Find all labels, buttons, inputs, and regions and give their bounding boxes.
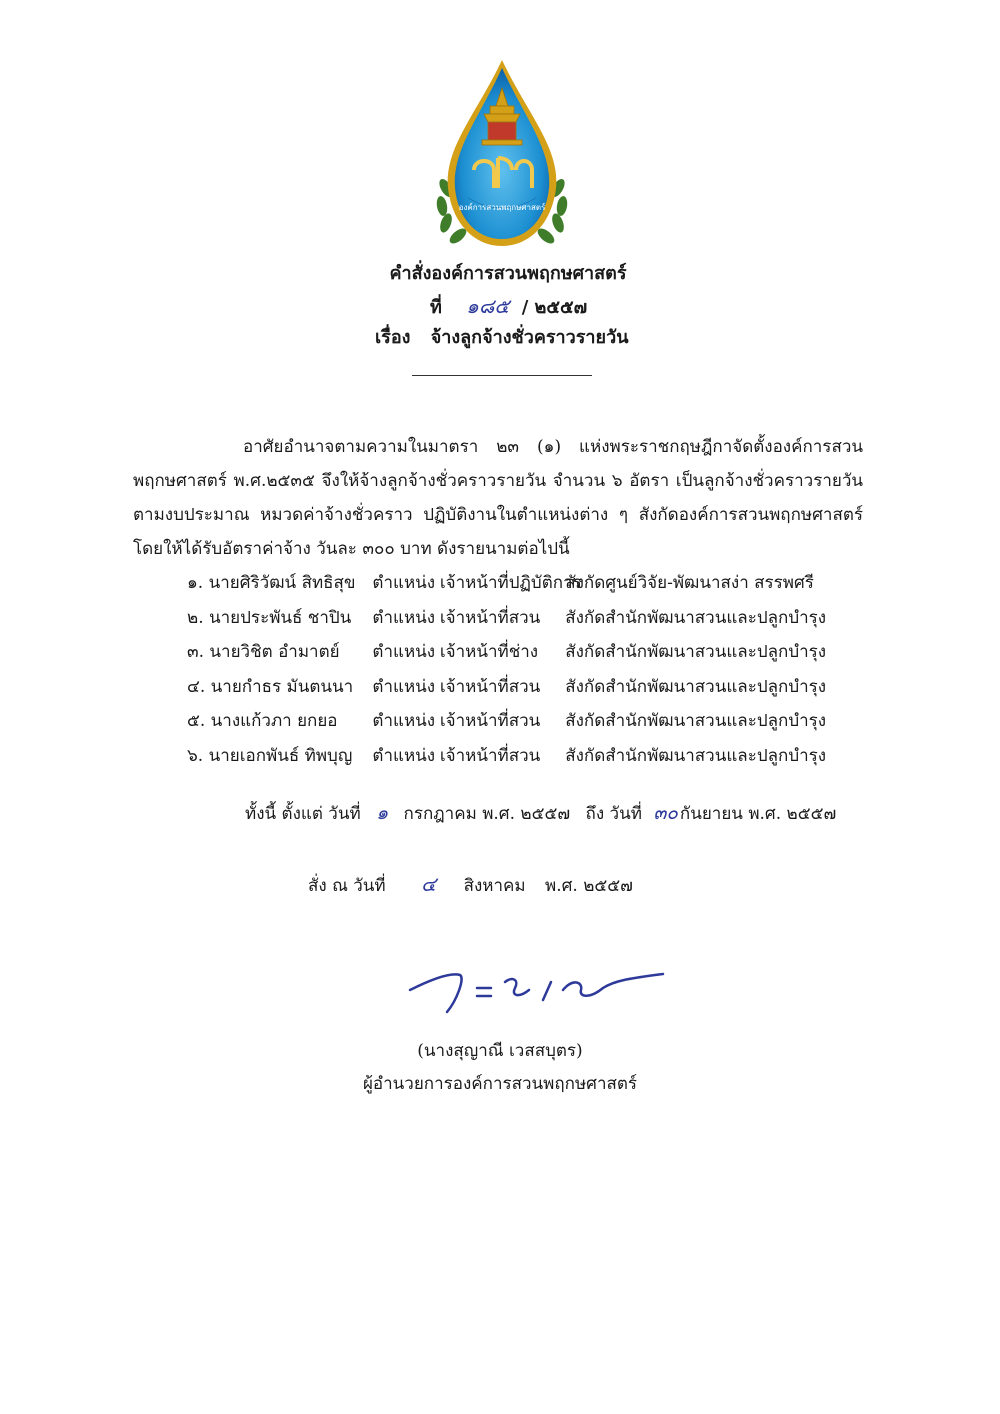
- employee-unit: สังกัดสำนักพัฒนาสวนและปลูกบำรุง: [565, 676, 827, 697]
- list-item: [187, 566, 877, 601]
- position-label: ตำแหน่ง: [372, 676, 436, 697]
- subject-label: เรื่อง: [375, 327, 411, 348]
- signer-position: ผู้อำนวยการองค์การสวนพฤกษศาสตร์: [362, 1074, 638, 1094]
- organization-logo: [432, 58, 572, 253]
- employee-unit: สังกัดสำนักพัฒนาสวนและปลูกบำรุง: [565, 642, 827, 662]
- position-label: ตำแหน่ง: [372, 642, 436, 662]
- list-item: [187, 635, 877, 670]
- order-subject: [375, 322, 775, 351]
- order-number: [430, 290, 630, 322]
- ordered-prefix: สั่ง ณ วันที่: [308, 876, 386, 896]
- employment-period: [245, 798, 836, 828]
- employee-position: เจ้าหน้าที่สวน: [439, 711, 541, 731]
- ordered-month: สิงหาคม: [463, 876, 526, 896]
- paragraph-text: อาศัยอำนาจตามความในมาตรา ๒๓ (๑) แห่งพระราชกฤษฎีกาจัดตั้งองค์การสวนพฤกษศาสตร์ พ.ศ.๒๕๓๕ จึงให้จ้างลูกจ้างชั่วคราวรายวัน จำนวน ๖ อัตรา เป็นลูกจ้างชั่วคราวรายวัน ตามงบประมาณ หมวดค่าจ้างชั่วคราว ปฏิบัติงานในตำแหน่งต่าง ๆ สังกัดองค์การสวนพฤกษศาสตร์ โดยให้ได้รับอัตราค่าจ้าง วันละ ๓๐๐ บาท ดังรายนามต่อไปนี้: [133, 437, 863, 559]
- employee-position: เจ้าหน้าที่สวน: [439, 745, 541, 766]
- signer-name: (นางสุญาณี เวสสบุตร): [417, 1041, 583, 1061]
- order-title: คำสั่งองค์การสวนพฤกษศาสตร์: [389, 263, 627, 284]
- employee-unit: สังกัดสำนักพัฒนาสวนและปลูกบำรุง: [565, 607, 827, 628]
- logo-text: องค์การสวนพฤกษศาสตร์: [458, 203, 546, 212]
- employee-position: เจ้าหน้าที่ปฏิบัติการ: [439, 573, 582, 593]
- list-item: [187, 704, 877, 739]
- employee-name: ๔. นายกำธร มันตนนา: [187, 676, 354, 697]
- employee-name: ๕. นางแก้วภา ยกยอ: [187, 711, 338, 731]
- number-label: ที่: [430, 297, 442, 318]
- period-prefix: ทั้งนี้ ตั้งแต่ วันที่: [245, 804, 361, 824]
- subject-text: จ้างลูกจ้างชั่วคราวรายวัน: [430, 327, 629, 348]
- employee-list: [187, 566, 877, 773]
- employee-name: ๑. นายศิริวัฒน์ สิทธิสุข: [187, 573, 356, 593]
- employee-position: เจ้าหน้าที่สวน: [439, 607, 541, 628]
- position-label: ตำแหน่ง: [372, 607, 436, 628]
- position-label: ตำแหน่ง: [372, 711, 436, 731]
- employee-position: เจ้าหน้าที่ช่าง: [439, 642, 539, 662]
- signature: [405, 960, 670, 1020]
- body-paragraph: [133, 430, 863, 566]
- end-day-handwritten: ๓๐: [653, 802, 678, 824]
- handwritten-number: ๑๘๕: [466, 294, 510, 318]
- header-divider: [412, 375, 592, 376]
- position-label: ตำแหน่ง: [372, 573, 436, 593]
- number-suffix: / ๒๕๕๗: [521, 297, 588, 318]
- list-item: [187, 670, 877, 705]
- ordered-day-handwritten: ๔: [421, 872, 437, 896]
- end-month: กันยายน พ.ศ. ๒๕๕๗: [679, 804, 837, 824]
- employee-unit: สังกัดสำนักพัฒนาสวนและปลูกบำรุง: [565, 711, 827, 731]
- start-month: กรกฎาคม พ.ศ. ๒๕๕๗: [403, 804, 571, 824]
- employee-name: ๖. นายเอกพันธ์ ทิพบุญ: [187, 745, 353, 766]
- employee-name: ๒. นายประพันธ์ ชาปิน: [187, 607, 352, 628]
- ordered-year: พ.ศ. ๒๕๕๗: [545, 876, 633, 896]
- employee-unit: สังกัดสำนักพัฒนาสวนและปลูกบำรุง: [565, 745, 827, 766]
- employee-unit: สังกัดศูนย์วิจัย-พัฒนาสง่า สรรพศรี: [565, 573, 814, 593]
- start-day-handwritten: ๑: [376, 802, 389, 824]
- position-label: ตำแหน่ง: [372, 745, 436, 766]
- employee-name: ๓. นายวิชิต อำมาตย์: [187, 642, 340, 662]
- list-item: [187, 739, 877, 774]
- employee-position: เจ้าหน้าที่สวน: [439, 676, 541, 697]
- period-to: ถึง วันที่: [585, 804, 642, 824]
- list-item: [187, 601, 877, 636]
- order-date: [308, 868, 633, 900]
